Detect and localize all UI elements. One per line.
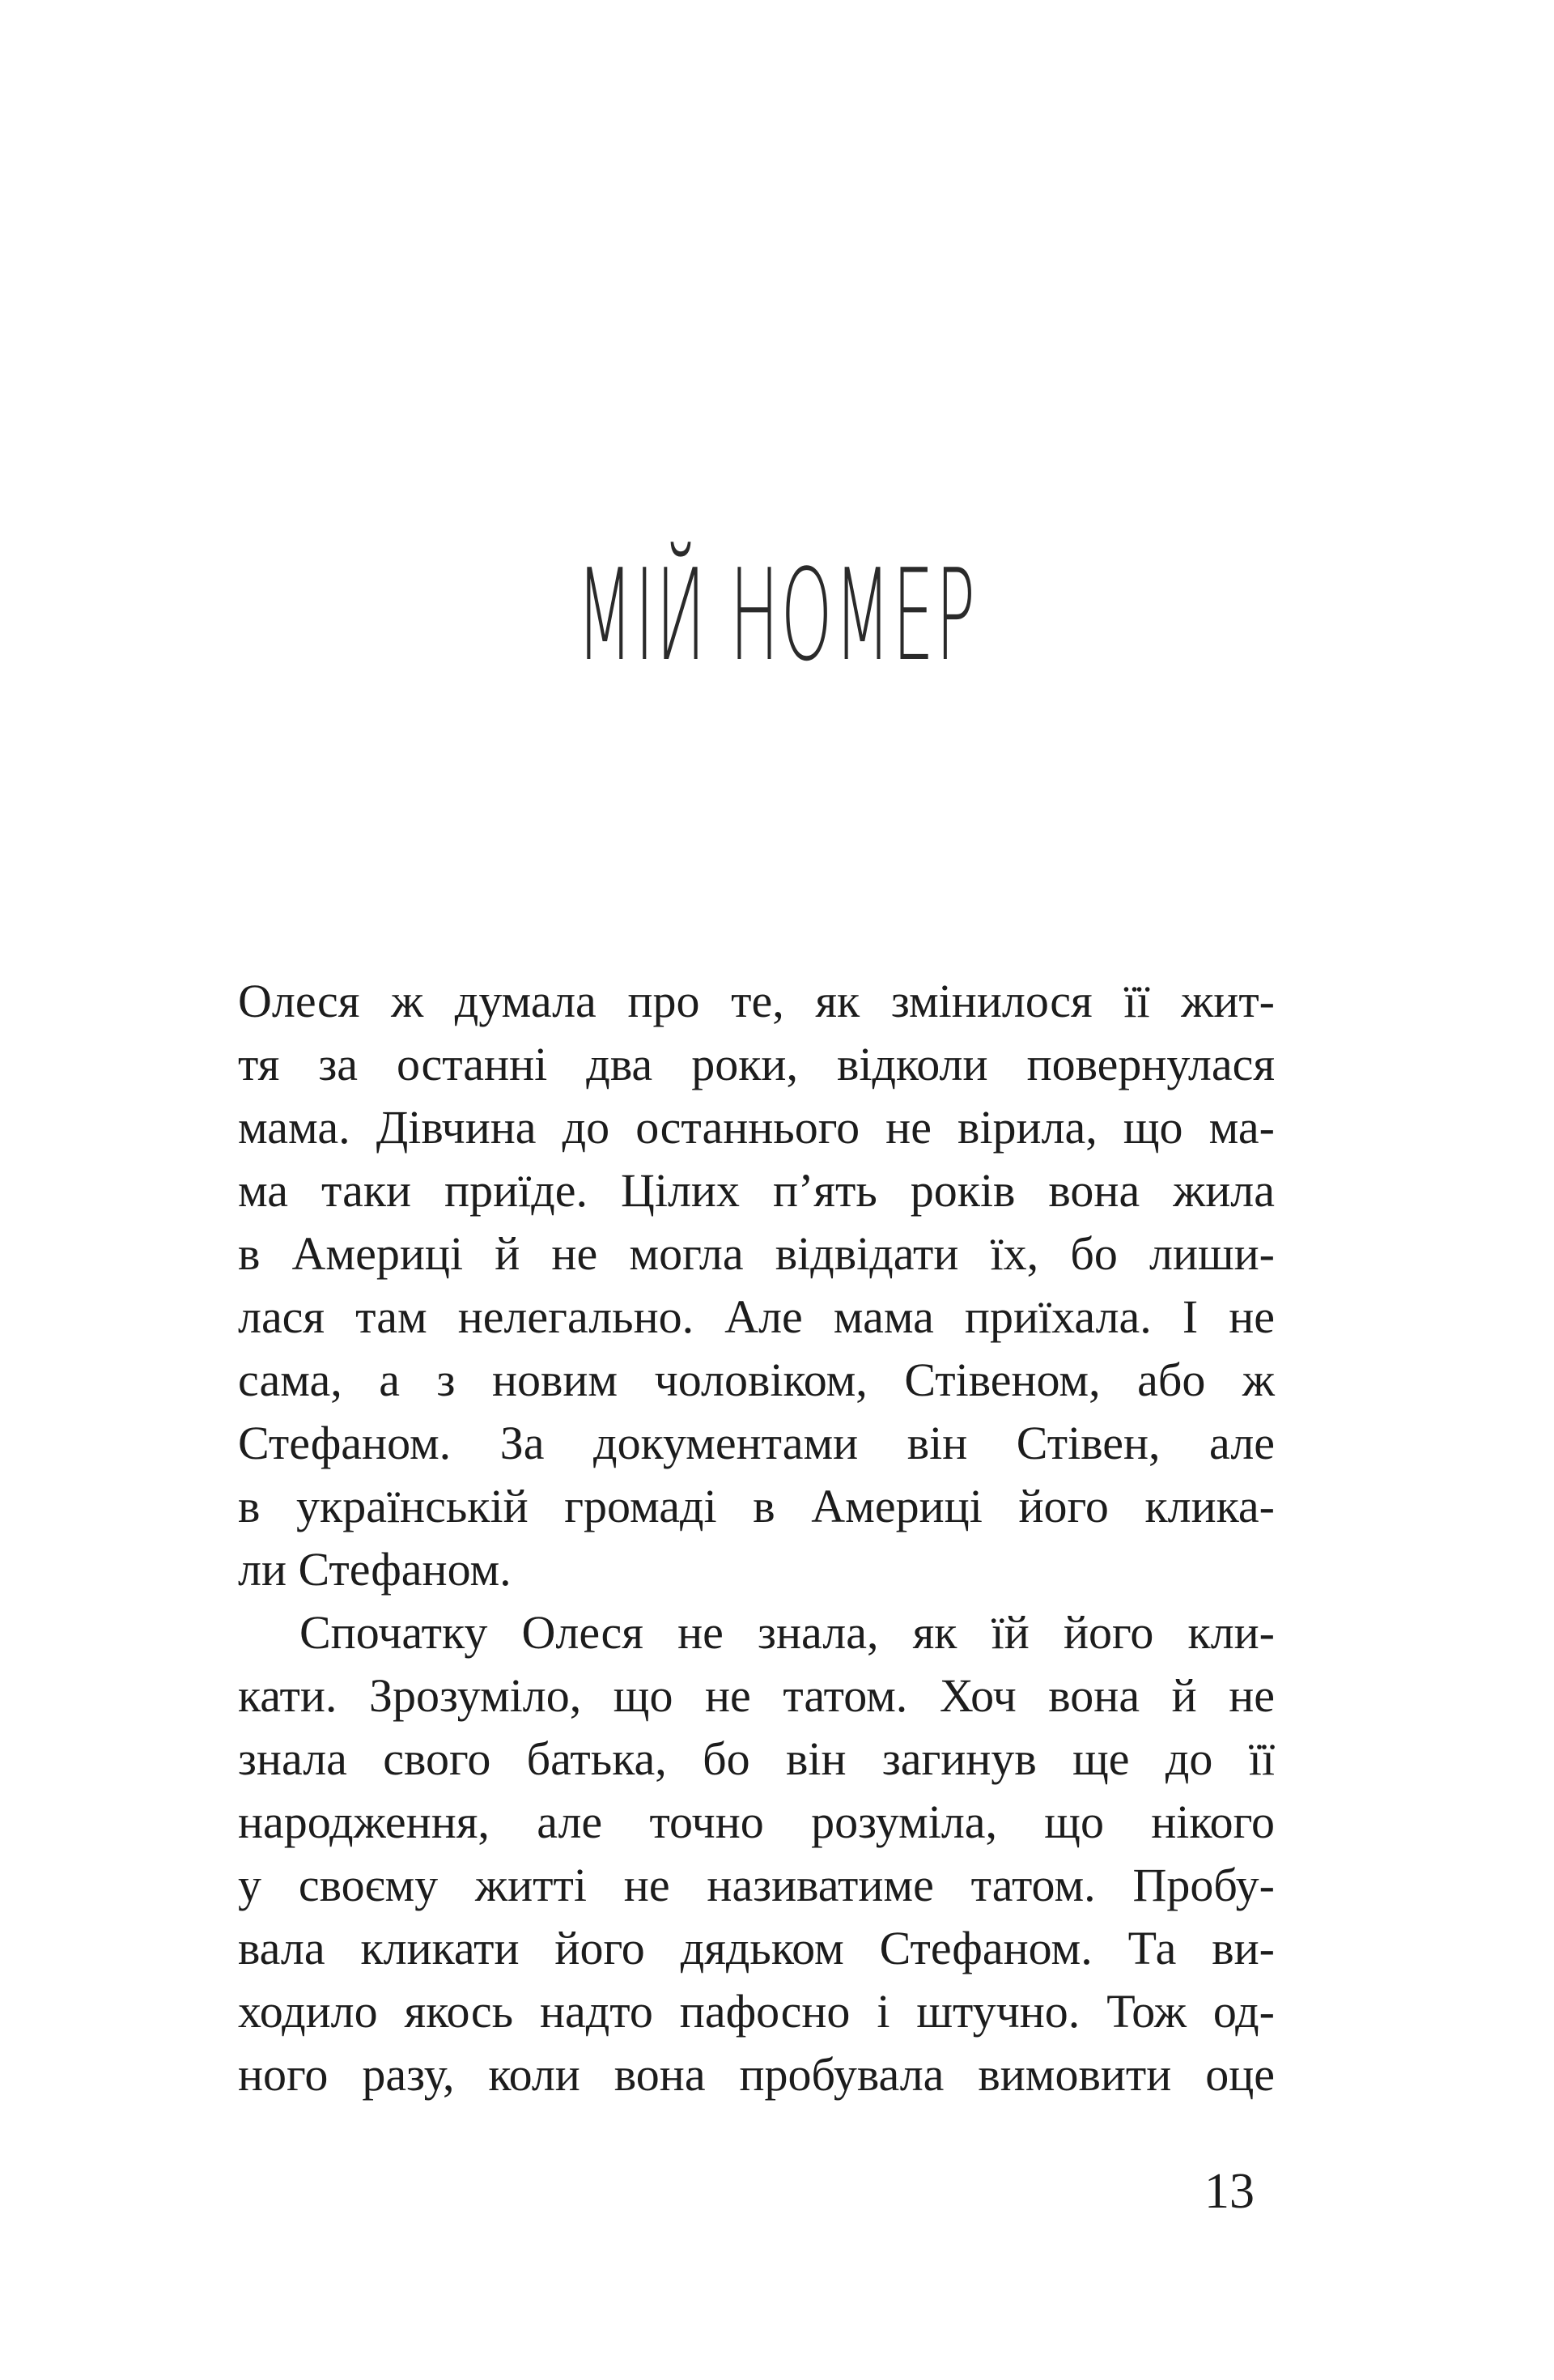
text-line: народження, але точно розуміла, що нікого — [238, 1796, 1275, 1848]
text-line: ли Стефаном. — [238, 1543, 512, 1596]
text-line: ходило якось надто пафосно і штучно. Тож од- — [238, 1985, 1275, 2038]
text-line: у своєму житті не називатиме татом. Пробу- — [238, 1859, 1275, 1911]
text-line: сама, а з новим чоловіком, Стівеном, або ж — [238, 1354, 1275, 1406]
chapter-title — [0, 542, 1554, 689]
page-number: 13 — [1204, 2164, 1255, 2219]
text-line: тя за останні два роки, відколи повернулася — [238, 1038, 1275, 1090]
chapter-title-text: МІЙ НОМЕР — [576, 542, 978, 689]
text-line: ма таки приїде. Цілих п’ять років вона жила — [238, 1164, 1275, 1217]
text-line: Стефаном. За документами він Стівен, але — [238, 1417, 1275, 1469]
text-line: Спочатку Олеся не знала, як їй його кли- — [299, 1606, 1275, 1659]
text-line: в Америці й не могла відвідати їх, бо лиши- — [238, 1227, 1275, 1280]
text-line: знала свого батька, бо він загинув ще до її — [238, 1732, 1275, 1785]
text-line: в українській громаді в Америці його клика- — [238, 1480, 1275, 1532]
text-line: ного разу, коли вона пробувала вимовити оце — [238, 2048, 1275, 2101]
text-line: мама. Дівчина до останнього не вірила, що ма- — [238, 1101, 1275, 1154]
text-line: Олеся ж думала про те, як змінилося її жит- — [238, 975, 1275, 1027]
text-line: лася там нелегально. Але мама приїхала. І не — [238, 1290, 1275, 1343]
text-line: кати. Зрозуміло, що не татом. Хоч вона й не — [238, 1669, 1275, 1722]
body-text — [238, 970, 1275, 2106]
text-line: вала кликати його дядьком Стефаном. Та ви- — [238, 1922, 1275, 1974]
